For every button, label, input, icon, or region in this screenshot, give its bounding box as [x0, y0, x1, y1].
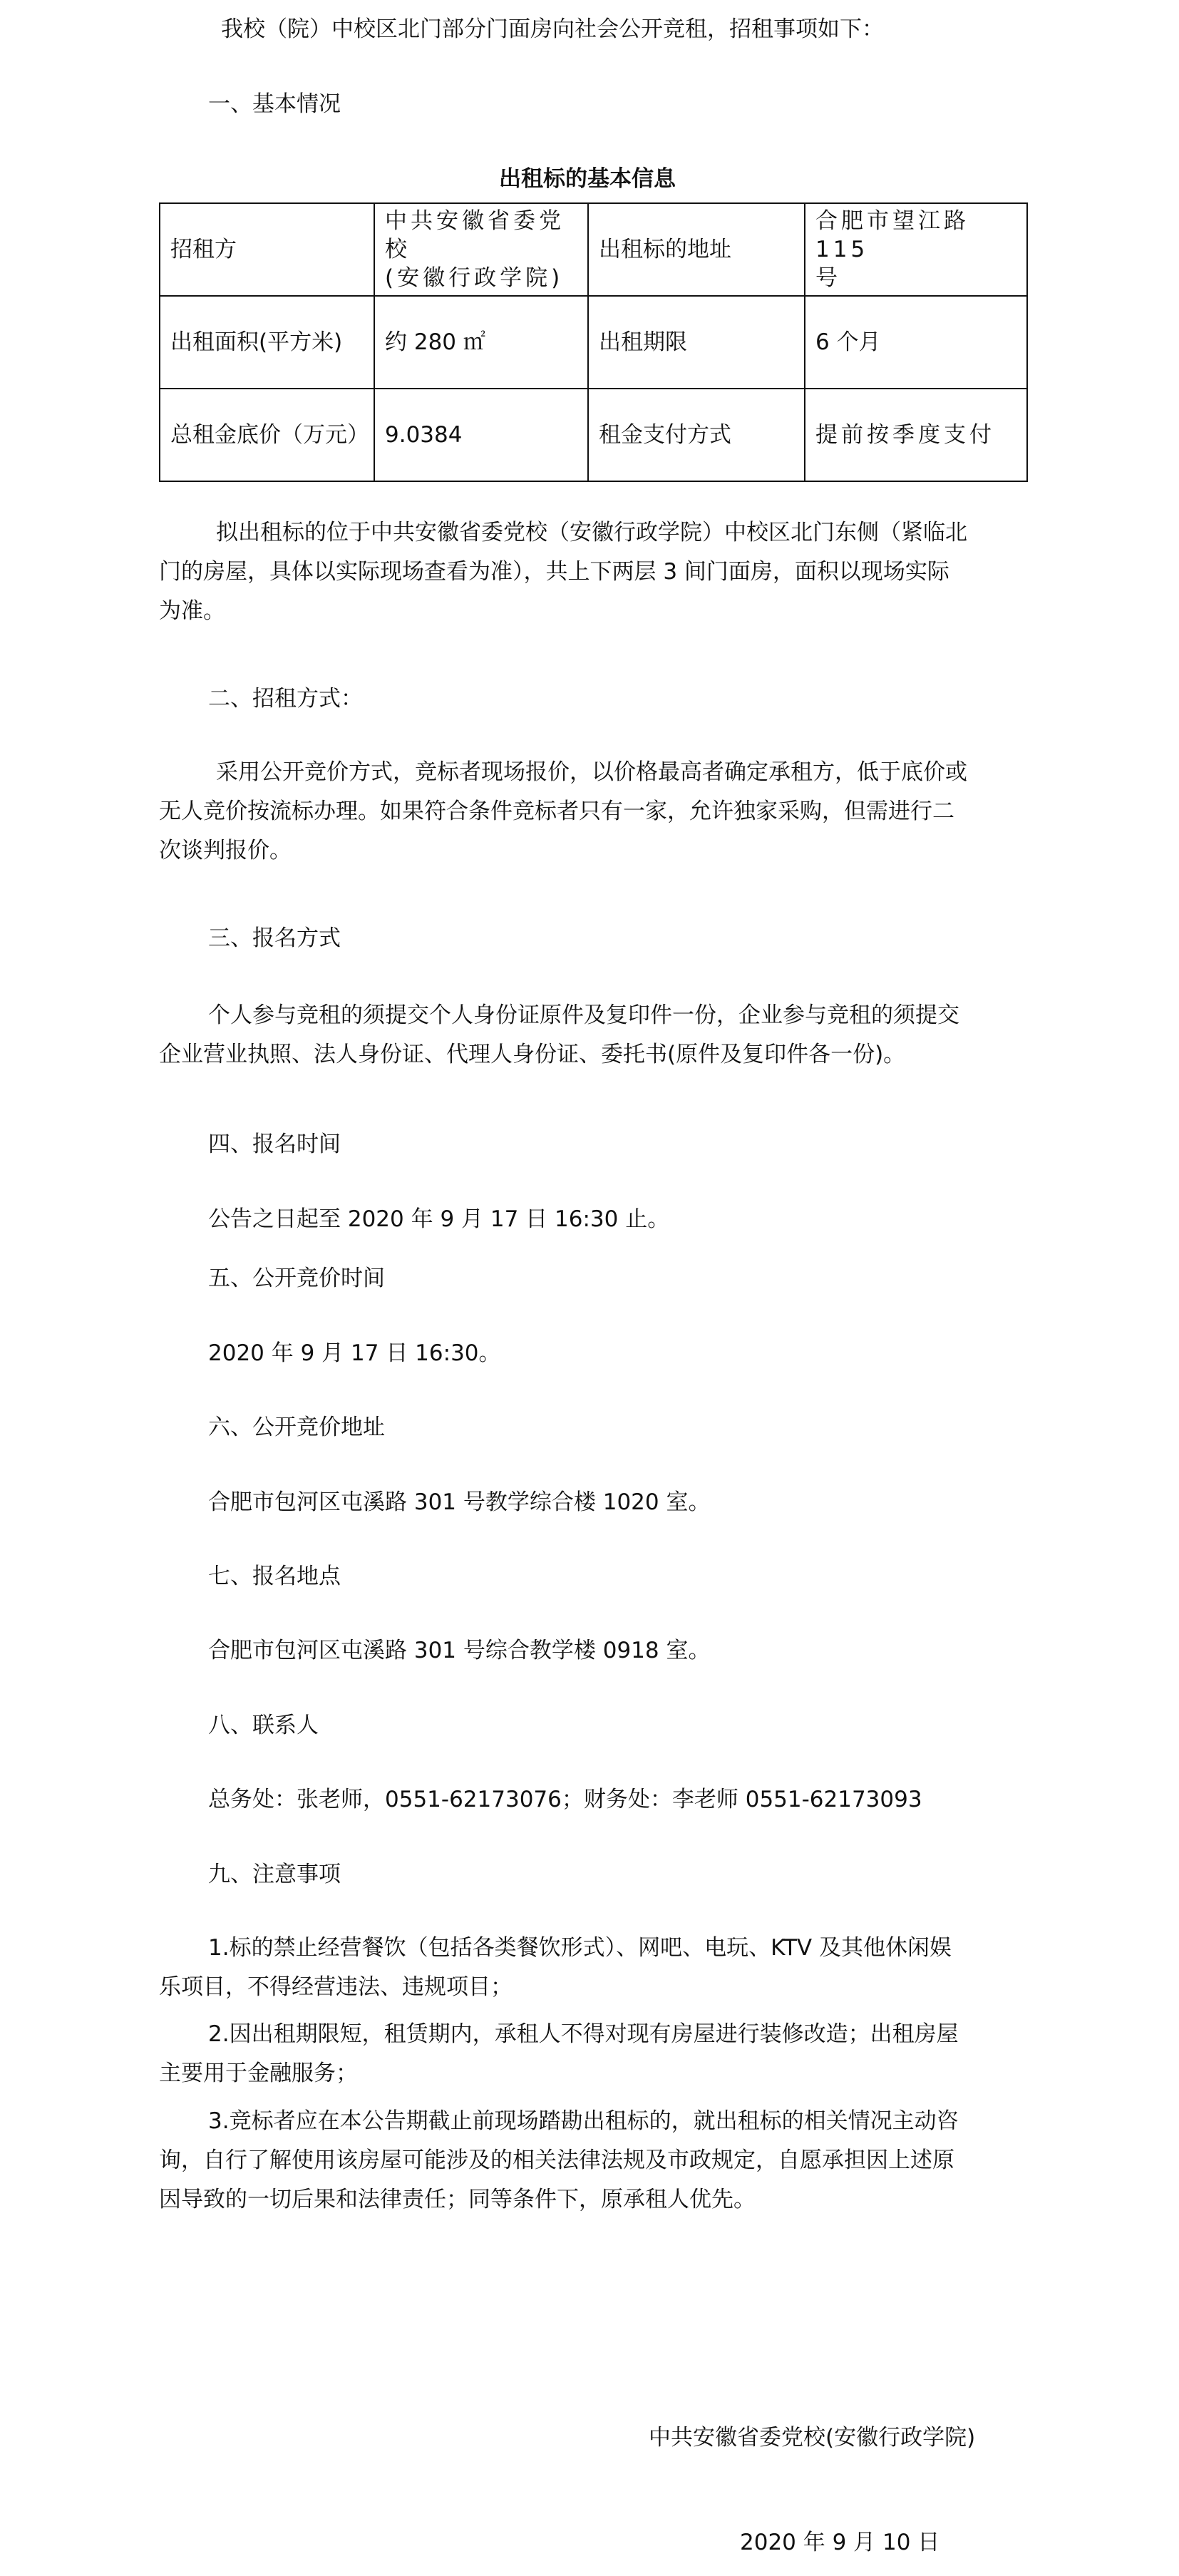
paragraph-line: 次谈判报价。 — [159, 838, 292, 863]
paragraph-line: 个人参与竞租的须提交个人身份证原件及复印件一份，企业参与竞租的须提交 — [208, 1002, 959, 1028]
table-cell-value — [374, 203, 588, 296]
note-3 — [159, 2107, 959, 2214]
table-row — [160, 203, 1027, 296]
table-cell-label: 出租期限 — [588, 296, 805, 389]
table-cell-value: 6 个月 — [805, 296, 1027, 389]
table-caption: 出租标的基本信息 — [499, 166, 676, 192]
intro-text: 我校（院）中校区北门部分门面房向社会公开竞租，招租事项如下： — [221, 16, 884, 42]
contacts: 总务处：张老师，0551-62173076；财务处：李老师 0551-62173093 — [208, 1787, 922, 1812]
section-heading-5: 五、公开竞价时间 — [208, 1266, 385, 1291]
paragraph-line: 拟出租标的位于中共安徽省委党校（安徽行政学院）中校区北门东侧（紧临北 — [216, 520, 967, 545]
note-2 — [159, 2020, 959, 2088]
table-cell-label: 招租方 — [160, 203, 374, 296]
table-cell-label: 总租金底价（万元） — [160, 389, 374, 481]
bidding-address: 合肥市包河区屯溪路 301 号教学综合楼 1020 室。 — [208, 1489, 711, 1515]
note-line: 乐项目，不得经营违法、违规项目； — [159, 1974, 513, 2000]
section-heading-9: 九、注意事项 — [208, 1862, 341, 1887]
paragraph-line: 企业营业执照、法人身份证、代理人身份证、委托书(原件及复印件各一份)。 — [159, 1042, 906, 1067]
note-line: 因导致的一切后果和法律责任；同等条件下，原承租人优先。 — [159, 2187, 756, 2212]
section-heading-1: 一、基本情况 — [208, 91, 341, 117]
table-row — [160, 296, 1027, 389]
note-line: 3.竞标者应在本公告期截止前现场踏勘出租标的，就出租标的相关情况主动咨 — [208, 2108, 959, 2134]
table-cell-value: 9.0384 — [374, 389, 588, 481]
table-cell-value: 提前按季度支付 — [805, 389, 1027, 481]
section-heading-6: 六、公开竞价地址 — [208, 1415, 385, 1440]
lessor-alias: (安徽行政学院) — [385, 265, 564, 291]
paragraph-location — [159, 518, 967, 625]
paragraph-line: 无人竞价按流标办理。如果符合条件竞标者只有一家，允许独家采购，但需进行二 — [159, 799, 954, 824]
paragraph-registration — [159, 1001, 959, 1069]
table-cell-label: 租金支付方式 — [588, 389, 805, 481]
table-cell-value: 约 280 ㎡ — [374, 296, 588, 389]
registration-time: 公告之日起至 2020 年 9 月 17 日 16:30 止。 — [208, 1206, 670, 1232]
bidding-time: 2020 年 9 月 17 日 16:30。 — [208, 1340, 501, 1366]
lessor-name: 中共安徽省委党校 — [385, 208, 565, 262]
note-line: 1.标的禁止经营餐饮（包括各类餐饮形式）、网吧、电玩、KTV 及其他休闲娱 — [208, 1935, 952, 1961]
section-heading-4: 四、报名时间 — [208, 1132, 341, 1157]
paragraph-line: 采用公开竞价方式，竞标者现场报价，以价格最高者确定承租方，低于底价或 — [216, 759, 967, 785]
table-row — [160, 389, 1027, 481]
signature-org: 中共安徽省委党校(安徽行政学院) — [649, 2425, 976, 2451]
paragraph-line: 为准。 — [159, 598, 225, 624]
note-line: 主要用于金融服务； — [159, 2061, 358, 2086]
paragraph-method — [159, 758, 967, 865]
address-line-2: 号 — [815, 265, 841, 291]
section-heading-8: 八、联系人 — [208, 1713, 319, 1738]
paragraph-line: 门的房屋，具体以实际现场查看为准），共上下两层 3 间门面房，面积以现场实际 — [159, 559, 949, 585]
section-heading-2: 二、招租方式： — [208, 686, 363, 712]
rental-info-table — [159, 202, 1028, 482]
table-cell-label: 出租面积(平方米) — [160, 296, 374, 389]
section-heading-7: 七、报名地点 — [208, 1564, 341, 1589]
table-cell-label: 出租标的地址 — [588, 203, 805, 296]
note-line: 2.因出租期限短，租赁期内，承租人不得对现有房屋进行装修改造；出租房屋 — [208, 2021, 959, 2047]
table-cell-value — [805, 203, 1027, 296]
registration-place: 合肥市包河区屯溪路 301 号综合教学楼 0918 室。 — [208, 1638, 711, 1663]
note-1 — [159, 1934, 952, 2001]
address-line-1: 合肥市望江路 115 — [815, 208, 969, 262]
note-line: 询，自行了解使用该房屋可能涉及的相关法律法规及市政规定，自愿承担因上述原 — [159, 2147, 954, 2173]
section-heading-3: 三、报名方式 — [208, 925, 341, 951]
signature-date: 2020 年 9 月 10 日 — [740, 2530, 940, 2555]
